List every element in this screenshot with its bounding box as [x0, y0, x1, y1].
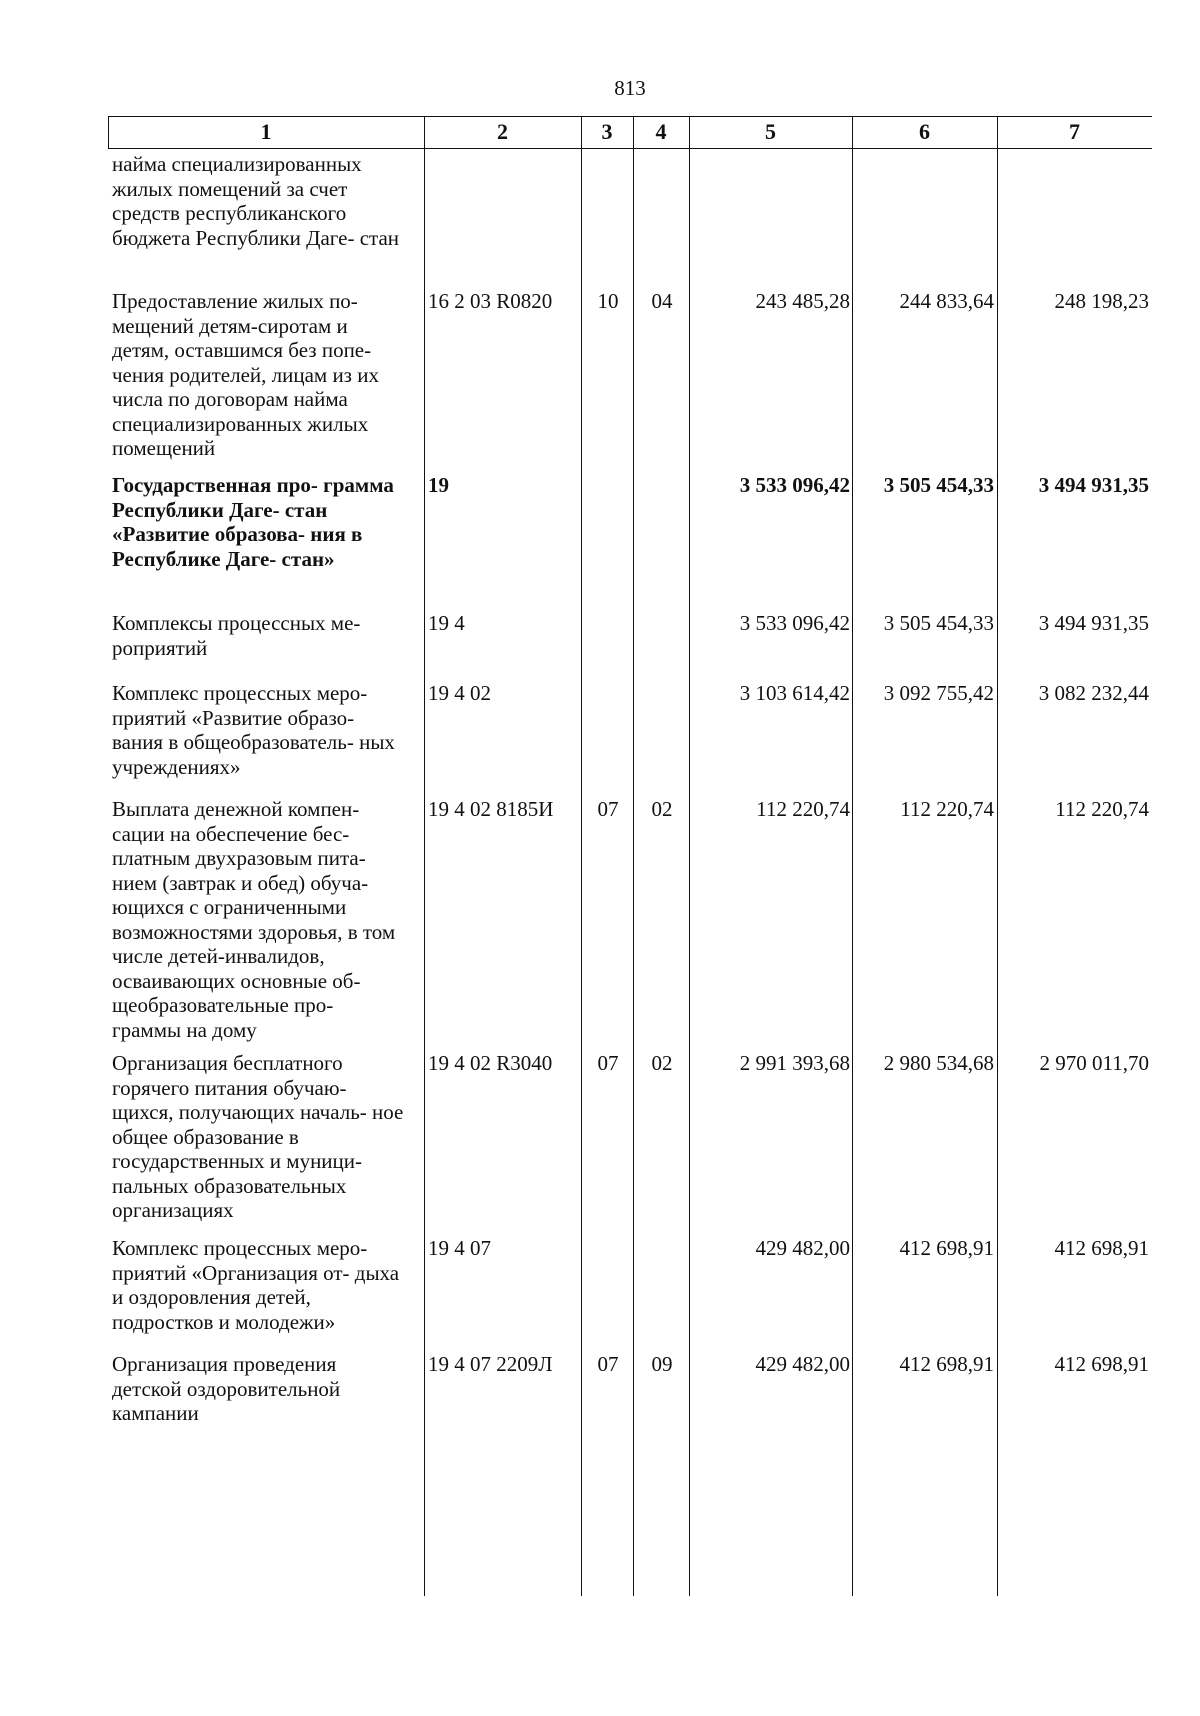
row-subsection: 09 [651, 1352, 673, 1376]
row-section: 07 [597, 797, 619, 821]
column-header: 2 [497, 119, 508, 144]
row-code: 16 2 03 R0820 [428, 289, 553, 313]
page-number: 813 [614, 76, 646, 100]
column-divider [997, 116, 998, 1596]
column-header: 7 [1069, 119, 1080, 144]
row-value-col6: 3 505 454,33 [883, 611, 994, 635]
row-code: 19 4 02 [428, 681, 491, 705]
row-code: 19 4 02 8185И [428, 797, 554, 821]
row-value-col5: 3 533 096,42 [739, 611, 850, 635]
column-header: 4 [655, 119, 667, 144]
row-subsection: 02 [651, 1051, 673, 1075]
row-value-col7: 2 970 011,70 [1039, 1051, 1149, 1075]
row-subsection: 04 [651, 289, 673, 313]
column-divider [852, 116, 853, 1596]
row-value-col6: 412 698,91 [899, 1352, 994, 1376]
row-subsection: 02 [651, 797, 673, 821]
row-name: Государственная про- грамма Республики Даге- стан «Развитие образова- ния в Республике Даге- стан» [112, 473, 394, 571]
row-name: Комплекс процессных меро- приятий «Организация от- дыха и оздоровления детей, подростков и молодежи» [112, 1236, 400, 1334]
column-header: 3 [601, 119, 613, 144]
row-value-col6: 3 092 755,42 [883, 681, 994, 705]
row-value-col5: 429 482,00 [755, 1352, 850, 1376]
row-section: 10 [597, 289, 619, 313]
row-value-col5: 243 485,28 [755, 289, 850, 313]
column-header: 5 [765, 119, 776, 144]
row-value-col6: 112 220,74 [900, 797, 994, 821]
row-code: 19 4 07 [428, 1236, 491, 1260]
column-header: 6 [919, 119, 930, 144]
row-name: найма специализированных жилых помещений за счет средств республиканского бюджета Республики Даге- стан [112, 152, 400, 250]
row-name: Комплексы процессных ме- роприятий [112, 611, 361, 660]
row-value-col6: 412 698,91 [899, 1236, 994, 1260]
row-name: Выплата денежной компен- сации на обеспечение бес- платным двухразовым пита- нием (завтрак и обед) обуча- ющихся с ограниченными возможностями здоровья, в том числе детей-инвалидов, осваивающих основные об- щеобразовательные про- граммы на дому [112, 797, 396, 1042]
column-divider [424, 116, 425, 1596]
column-divider [633, 116, 634, 1596]
row-name: Предоставление жилых по- мещений детям-сиротам и детям, оставшимся без попе- чения родителей, лицам из их числа по договорам найма специализированных жилых помещений [112, 289, 379, 460]
row-value-col6: 3 505 454,33 [883, 473, 994, 497]
column-divider [581, 116, 582, 1596]
row-value-col5: 2 991 393,68 [739, 1051, 850, 1075]
row-value-col6: 244 833,64 [899, 289, 994, 313]
row-code: 19 4 07 2209Л [428, 1352, 553, 1376]
row-code: 19 4 02 R3040 [428, 1051, 553, 1075]
row-value-col7: 412 698,91 [1054, 1352, 1149, 1376]
row-value-col7: 112 220,74 [1055, 797, 1149, 821]
row-value-col5: 3 103 614,42 [739, 681, 850, 705]
row-value-col7: 412 698,91 [1054, 1236, 1149, 1260]
row-value-col7: 3 494 931,35 [1038, 473, 1149, 497]
row-code: 19 [428, 473, 449, 497]
row-value-col7: 248 198,23 [1054, 289, 1149, 313]
row-name: Комплекс процессных меро- приятий «Развитие образо- вания в общеобразователь- ных учреждениях» [112, 681, 395, 779]
row-value-col7: 3 082 232,44 [1038, 681, 1149, 705]
row-value-col7: 3 494 931,35 [1038, 611, 1149, 635]
row-name: Организация бесплатного горячего питания обучаю- щихся, получающих началь- ное общее образование в государственных и муници- пальных образовательных организациях [112, 1051, 404, 1222]
column-divider [689, 116, 690, 1596]
row-section: 07 [597, 1352, 619, 1376]
row-value-col6: 2 980 534,68 [883, 1051, 994, 1075]
row-section: 07 [597, 1051, 619, 1075]
row-code: 19 4 [428, 611, 465, 635]
column-header: 1 [260, 119, 272, 144]
row-name: Организация проведения детской оздоровительной кампании [112, 1352, 341, 1425]
row-value-col5: 429 482,00 [755, 1236, 850, 1260]
row-value-col5: 112 220,74 [756, 797, 850, 821]
row-value-col5: 3 533 096,42 [739, 473, 850, 497]
header-bottom-rule [108, 148, 1152, 149]
